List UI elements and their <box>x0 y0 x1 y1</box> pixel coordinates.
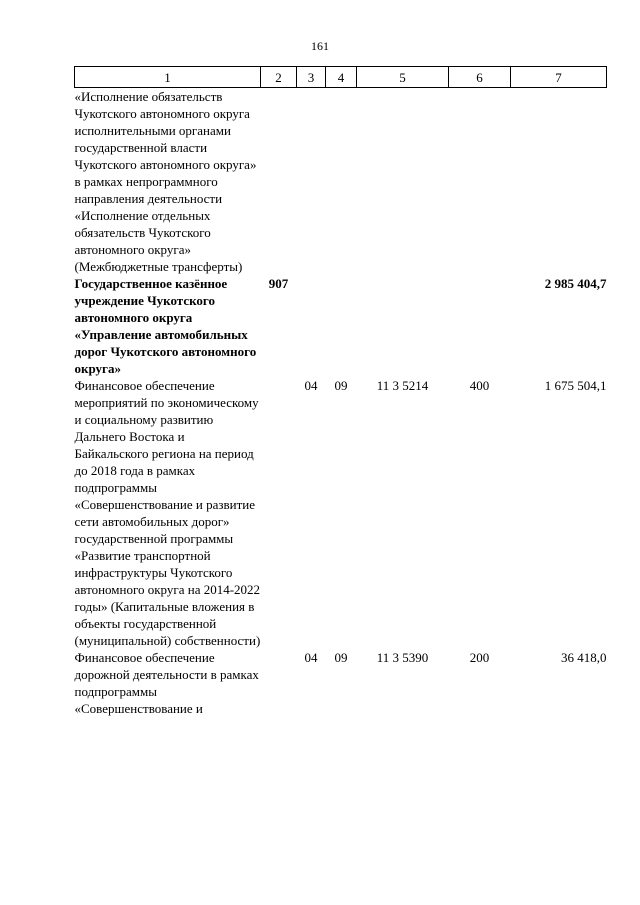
cell-amount <box>511 88 607 276</box>
row-description: Государственное казённое учреждение Чукотского автономного округа «Управление автомобильных дорог Чукотского автономного округа» <box>74 276 257 376</box>
table-row <box>75 649 607 717</box>
cell-ministry <box>261 88 297 276</box>
header-row <box>75 67 607 88</box>
cell-expense-type: 200 <box>469 650 490 665</box>
cell-section <box>297 275 326 377</box>
cell-target-article <box>357 275 449 377</box>
table-row <box>75 88 607 276</box>
row-description: «Исполнение обязательств Чукотского автономного округа исполнительными органами государственной власти Чукотского автономного округа» в рамках непрограммного направления деятельности «Исполнение отдельных обязательств Чукотского автономного округа» (Межбюджетные трансферты) <box>74 89 257 274</box>
column-header: 7 <box>511 67 607 88</box>
cell-subsection <box>326 88 357 276</box>
column-header: 1 <box>75 67 261 88</box>
column-header: 3 <box>297 67 326 88</box>
cell-target-article <box>357 88 449 276</box>
row-description: Финансовое обеспечение мероприятий по экономическому и социальному развитию Дальнего Востока и Байкальского региона на период до 2018 года в рамках подпрограммы «Совершенствование и развитие сети автомобильных дорог» государственной программы «Развитие транспортной инфраструктуры Чукотского автономного округа на 2014-2022 годы» (Капитальные вложения в объекты государственной (муниципальной) собственности) <box>74 378 261 648</box>
cell-subsection: 09 <box>334 650 348 665</box>
table-row <box>75 377 607 649</box>
cell-target-article: 11 3 5214 <box>376 378 429 393</box>
cell-section <box>297 88 326 276</box>
column-header: 5 <box>357 67 449 88</box>
cell-ministry <box>261 649 297 717</box>
cell-expense-type <box>449 88 511 276</box>
cell-expense-type <box>449 275 511 377</box>
cell-target-article: 11 3 5390 <box>376 650 429 665</box>
cell-subsection: 09 <box>334 378 348 393</box>
column-header: 6 <box>449 67 511 88</box>
table-row <box>75 275 607 377</box>
cell-amount: 2 985 404,7 <box>544 276 607 291</box>
page-number: 161 <box>311 39 329 53</box>
row-description: Финансовое обеспечение дорожной деятельности в рамках подпрограммы «Совершенствование и <box>74 650 259 716</box>
cell-amount: 1 675 504,1 <box>544 378 607 393</box>
budget-table <box>74 66 607 717</box>
cell-amount: 36 418,0 <box>561 650 607 665</box>
cell-section: 04 <box>304 650 318 665</box>
cell-section: 04 <box>304 378 318 393</box>
cell-ministry: 907 <box>268 276 289 291</box>
cell-subsection <box>326 275 357 377</box>
cell-ministry <box>261 377 297 649</box>
cell-expense-type: 400 <box>469 378 490 393</box>
column-header: 4 <box>326 67 357 88</box>
column-header: 2 <box>261 67 297 88</box>
